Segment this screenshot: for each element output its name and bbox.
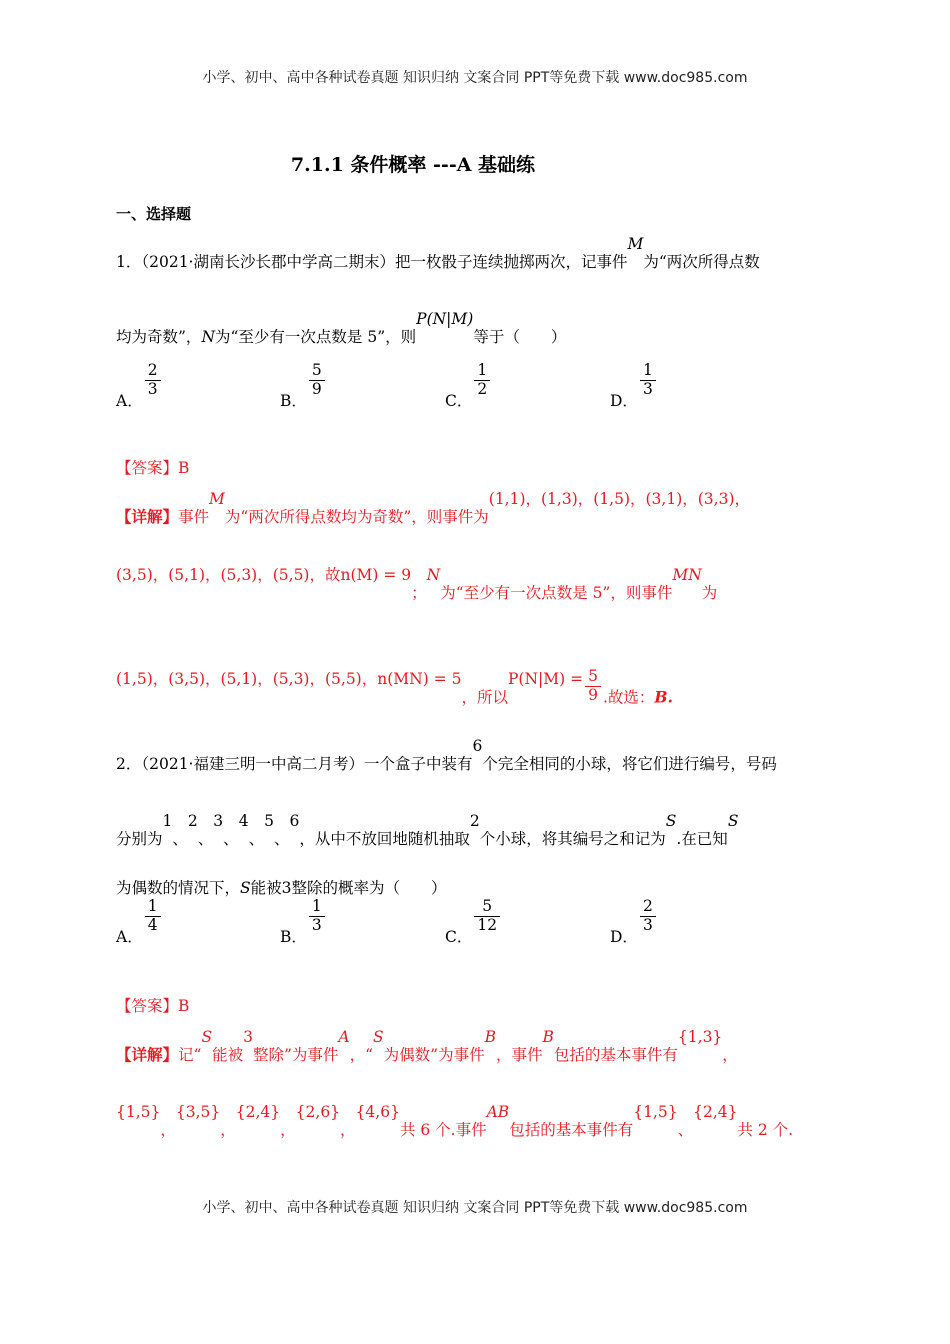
q1-line2: 均为奇数”，N为“至少有一次点数是 5”，则P(N|M)等于（ ） [116, 310, 567, 346]
page-footer: 小学、初中、高中各种试卷真题 知识归纳 文案合同 PPT等免费下载 www.doc985.com [202, 1200, 748, 1216]
q2-line3: 为偶数的情况下，S能被3整除的概率为（ ） [116, 879, 447, 897]
q1-answer: 【答案】B [116, 459, 190, 477]
q1-line1: 1．（2021·湖南长沙长郡中学高二期末）把一枚骰子连续抛掷两次，记事件M为“两次所得点数 [116, 235, 760, 271]
section-heading: 一、选择题 [116, 205, 192, 223]
q2-option-c: C． $\frac{5}{12}$ [445, 910, 502, 947]
q2-answer: 【答案】B [116, 997, 190, 1015]
q2-detail-line2: {1,5}，{3,5}，{2,4}，{2,6}，{4,6}共 6 个.事件AB包括的基本事件有{1,5}、{2,4}共 2 个. [116, 1103, 794, 1139]
page-title: 7.1.1 条件概率 ---A 基础练 [290, 154, 536, 176]
q2-line1: 2．（2021·福建三明一中高二月考）一个盒子中装有6个完全相同的小球，将它们进行编号，号码 [116, 737, 777, 773]
q1-option-c: C． $\frac{1}{2}$ [445, 374, 492, 411]
q2-line2: 分别为1、2、3、4、5、6，从中不放回地随机抽取2个小球，将其编号之和记为S.在已知S [116, 812, 739, 848]
page-header: 小学、初中、高中各种试卷真题 知识归纳 文案合同 PPT等免费下载 www.doc985.com [202, 70, 748, 86]
q1-detail-line2: (3,5)，(5,1)，(5,3)，(5,5)，故n(M) = 9；N为“至少有一次点数是 5”，则事件MN为 [116, 566, 718, 602]
q2-option-a: A． $\frac{1}{4}$ [116, 910, 163, 947]
q1-detail-line3: (1,5)，(3,5)，(5,1)，(5,3)，(5,5)，n(MN) = 5，所以P(N|M) = $\frac{5}{9}$ .故选：B. [116, 667, 673, 707]
q1-option-d: D． $\frac{1}{3}$ [610, 374, 658, 411]
q2-detail-line1: 【详解】记“S能被3整除”为事件A，“S为偶数”为事件B，事件B包括的基本事件有{1,3}， [116, 1028, 738, 1064]
q1-detail-line1: 【详解】事件M为“两次所得点数均为奇数”，则事件为(1,1)，(1,3)，(1,5)，(3,1)，(3,3)， [116, 490, 750, 526]
q2-option-d: D． $\frac{2}{3}$ [610, 910, 658, 947]
q1-option-a: A． $\frac{2}{3}$ [116, 374, 163, 411]
q1-option-b: B． $\frac{5}{9}$ [280, 374, 327, 411]
q2-option-b: B． $\frac{1}{3}$ [280, 910, 327, 947]
